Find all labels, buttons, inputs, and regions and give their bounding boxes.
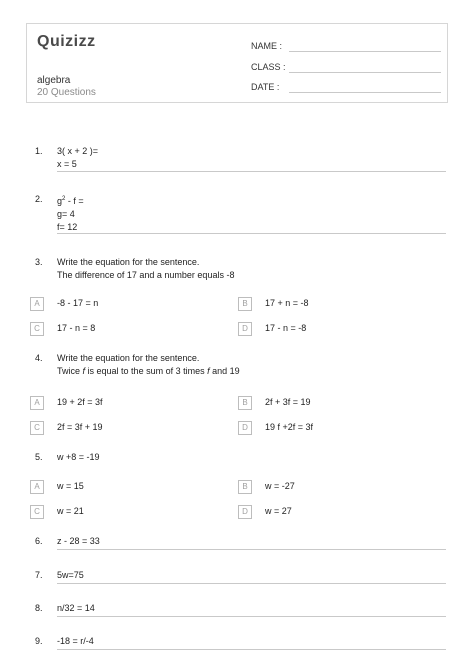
option-letter: D — [238, 322, 252, 336]
option-text: -8 - 17 = n — [57, 298, 99, 308]
question-text: n/32 = 14 — [57, 603, 95, 613]
option-text: 17 - n = -8 — [265, 323, 307, 333]
date-label: DATE : — [251, 82, 280, 92]
option-letter: A — [30, 396, 44, 410]
question-text: 5w=75 — [57, 570, 84, 580]
name-line — [289, 51, 441, 52]
question-text: $g^2$ - f = — [57, 196, 84, 206]
question-text: z - 28 = 33 — [57, 536, 100, 546]
answer-line[interactable] — [57, 616, 446, 617]
question-number: 9. — [35, 636, 43, 646]
answer-line[interactable] — [57, 583, 446, 584]
option-letter: D — [238, 505, 252, 519]
option-letter: A — [30, 480, 44, 494]
question-text: Write the equation for the sentence. — [57, 257, 200, 267]
option-text: 19 + 2f = 3f — [57, 397, 103, 407]
option-text: w = 21 — [57, 506, 84, 516]
option-letter: C — [30, 421, 44, 435]
answer-line[interactable] — [57, 171, 446, 172]
question-number: 2. — [35, 194, 43, 204]
question-number: 5. — [35, 452, 43, 462]
option-letter: D — [238, 421, 252, 435]
name-label: NAME : — [251, 41, 283, 51]
question-number: 7. — [35, 570, 43, 580]
question-text: -18 = r/-4 — [57, 636, 94, 646]
question-text: g= 4 — [57, 209, 75, 219]
question-text: 3( x + 2 )= — [57, 146, 99, 156]
option-letter: B — [238, 297, 252, 311]
class-label: CLASS : — [251, 62, 286, 72]
option-text: w = 15 — [57, 481, 84, 491]
date-line — [289, 92, 441, 93]
option-text: 19 f +2f = 3f — [265, 422, 314, 432]
answer-line[interactable] — [57, 233, 446, 234]
option-letter: B — [238, 396, 252, 410]
worksheet-header — [26, 23, 448, 103]
option-text: 17 - n = 8 — [57, 323, 96, 333]
question-text: The difference of 17 and a number equals -8 — [57, 270, 235, 280]
question-number: 4. — [35, 353, 43, 363]
question-text: Twice f is equal to the sum of 3 times f and 19 — [57, 366, 240, 376]
option-letter: C — [30, 322, 44, 336]
class-line — [289, 72, 441, 73]
question-text: f= 12 — [57, 222, 78, 232]
question-text: x = 5 — [57, 159, 77, 169]
quizizz-logo: Quizizz — [37, 33, 96, 50]
question-count: 20 Questions — [37, 87, 96, 98]
option-letter: C — [30, 505, 44, 519]
question-number: 3. — [35, 257, 43, 267]
option-letter: A — [30, 297, 44, 311]
answer-line[interactable] — [57, 649, 446, 650]
question-number: 6. — [35, 536, 43, 546]
question-number: 1. — [35, 146, 43, 156]
option-text: 17 + n = -8 — [265, 298, 309, 308]
question-text: w +8 = -19 — [57, 452, 100, 462]
answer-line[interactable] — [57, 549, 446, 550]
option-text: w = -27 — [265, 481, 295, 491]
option-text: w = 27 — [265, 506, 292, 516]
option-text: 2f = 3f + 19 — [57, 422, 103, 432]
option-letter: B — [238, 480, 252, 494]
question-text: Write the equation for the sentence. — [57, 353, 200, 363]
option-text: 2f + 3f = 19 — [265, 397, 311, 407]
question-number: 8. — [35, 603, 43, 613]
worksheet-title: algebra — [37, 75, 71, 86]
